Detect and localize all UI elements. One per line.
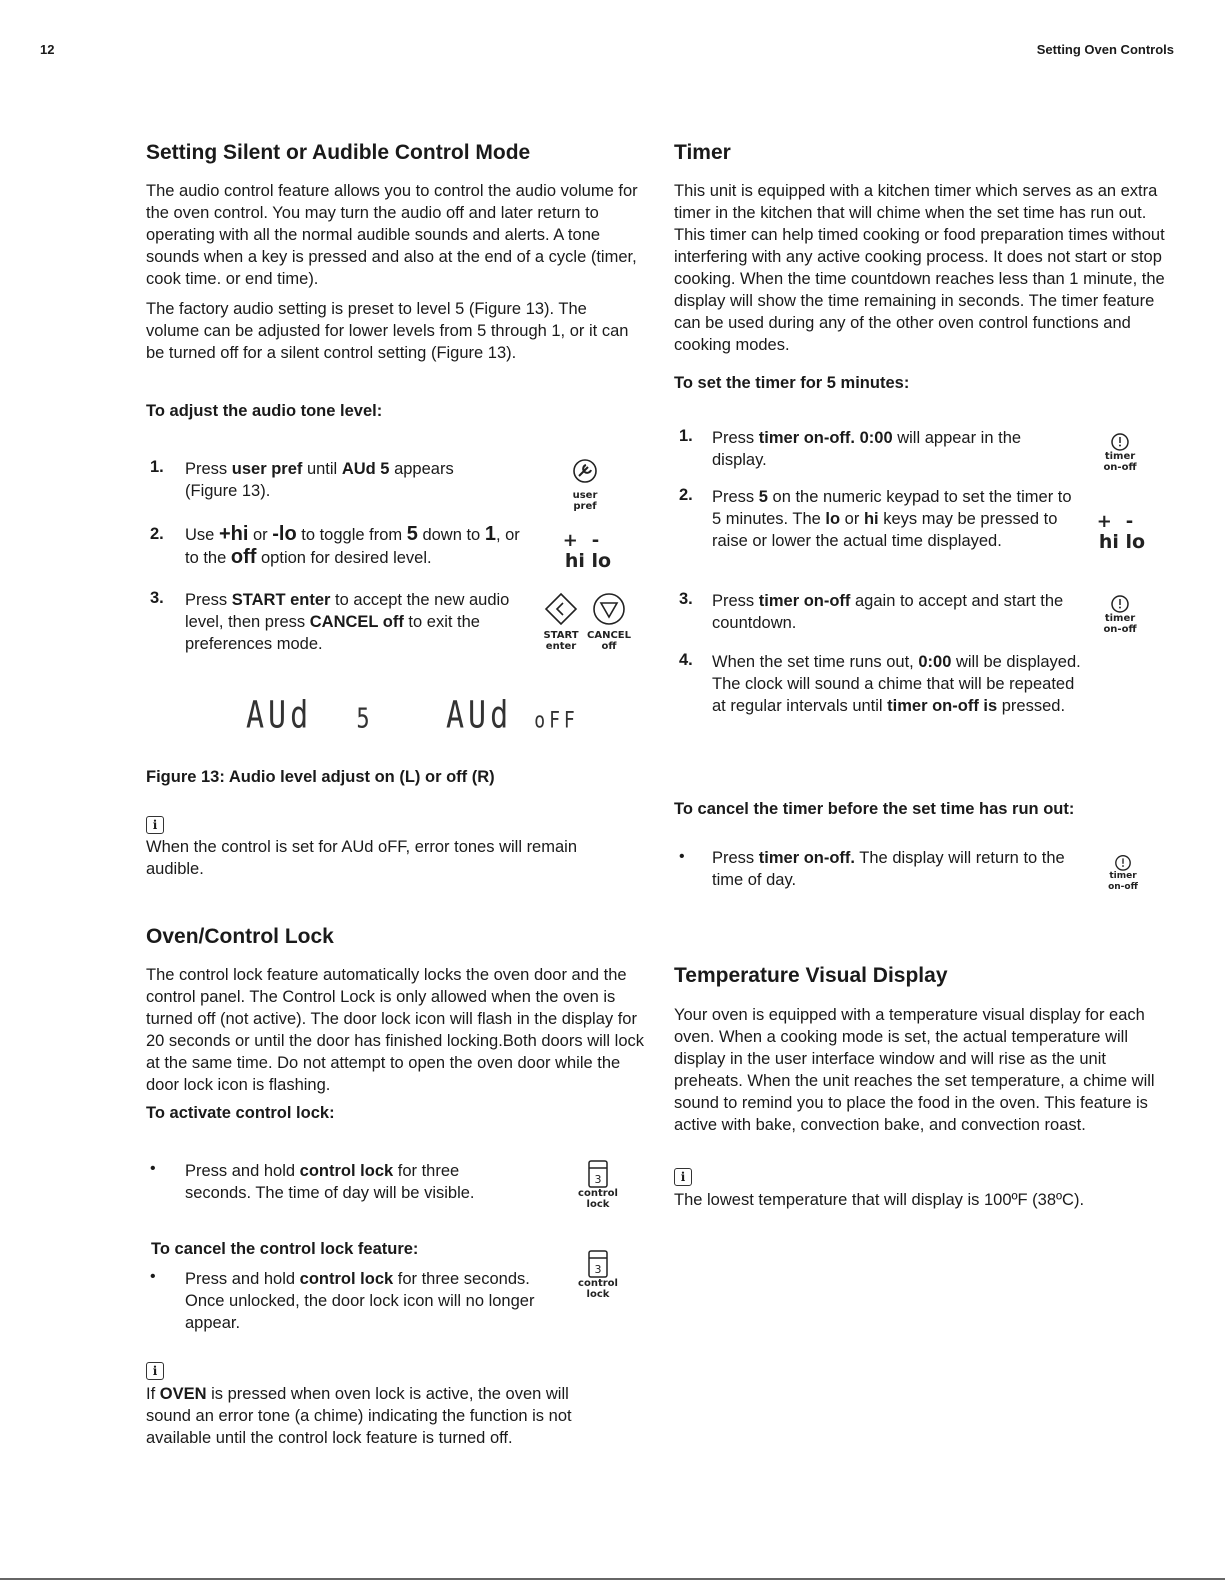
bullet: • (150, 1268, 156, 1285)
info-icon: i (146, 1362, 164, 1380)
svg-text:3: 3 (594, 1263, 602, 1276)
info-icon: i (146, 816, 164, 834)
minus-icon: - (591, 530, 614, 551)
clock-icon (1114, 853, 1132, 871)
lock-icon (585, 1160, 611, 1188)
bullet: • (150, 1160, 156, 1177)
timer-step-4: When the set time runs out, 0:00 will be displayed. The clock will sound a chime that will be repeated at regular intervals until timer on-off is pressed. (712, 653, 1081, 715)
audio-para-2: The factory audio setting is preset to level 5 (Figure 13). The volume can be adjusted for lower levels from 5 through 1, or it can be turned off for a silent control setting (Figure 13). (146, 300, 629, 362)
temp-note: The lowest temperature that will display is 100ºF (38ºC). (674, 1191, 1085, 1209)
figure-13-caption: Figure 13: Audio level adjust on (L) or off (R) (146, 768, 495, 786)
timer-step-2: Press 5 on the numeric keypad to set the timer to 5 minutes. The lo or hi keys may be pressed to raise or lower the actual time displayed. (712, 488, 1072, 550)
bullet: • (679, 848, 685, 865)
timer-heading: Timer (674, 141, 731, 164)
display-audio-off: AUd oFF (446, 693, 579, 738)
timer-step-2-number: 2. (679, 486, 693, 504)
display-audio-on: AUd 5 (246, 693, 374, 738)
wrench-icon (569, 456, 601, 486)
control-lock-key-icon: 3 control lock (574, 1160, 622, 1210)
timer-key-icon: timer on-off (1097, 431, 1143, 473)
timer-step-3: Press timer on-off again to accept and start the countdown. (712, 592, 1064, 632)
audio-para-1: The audio control feature allows you to control the audio volume for the oven control. You may turn the audio off and later return to operating with all the normal audible sounds and alerts. A tone sounds when a key is pressed and also at the end of a cycle (timer, cook time. or end time). (146, 182, 638, 288)
audio-step-3-number: 3. (150, 589, 164, 607)
plus-icon: + (562, 530, 592, 551)
lock-icon (585, 1250, 611, 1278)
running-header: Setting Oven Controls (1036, 42, 1174, 57)
diamond-icon (544, 592, 578, 626)
timer-key-icon: timer on-off (1097, 593, 1143, 635)
cancel-lock-subheading: To cancel the control lock feature: (151, 1240, 419, 1258)
audio-step-3: Press START enter to accept the new audio level, then press CANCEL off to exit the preferences mode. (185, 591, 510, 653)
activate-lock-subheading: To activate control lock: (146, 1104, 335, 1122)
audio-step-1: Press user pref until AUd 5 appears (Figure 13). (185, 460, 454, 500)
lock-para: The control lock feature automatically locks the oven door and the control panel. The Control Lock is only allowed when the oven is turned off (not active). The door lock icon will flash in the display for 20 seconds or until the door has finished locking.Both doors will lock at the same time. Do not attempt to open the oven door while the door lock icon is flashing. (146, 966, 645, 1094)
cancel-timer-text: Press timer on-off. The display will return to the time of day. (712, 849, 1065, 889)
set-timer-subheading: To set the timer for 5 minutes: (674, 374, 910, 392)
clock-icon (1110, 593, 1130, 613)
lock-heading: Oven/Control Lock (146, 925, 334, 948)
plus-icon: + (1096, 511, 1126, 532)
timer-step-3-number: 3. (679, 590, 693, 608)
user-pref-key-icon: user pref (560, 456, 610, 512)
page-bottom-rule (0, 1578, 1225, 1580)
audio-step-1-number: 1. (150, 458, 164, 476)
lock-note: If OVEN is pressed when oven lock is active, the oven will sound an error tone (a chime) indicating the function is not available until the control lock feature is turned off. (146, 1385, 572, 1447)
audio-step-2: Use +hi or -lo to toggle from 5 down to 1, or to the off option for desired level. (185, 523, 520, 568)
hi-lo-keys-icon: +- hi lo (1096, 511, 1148, 553)
hi-lo-keys-icon: +- hi lo (562, 530, 614, 572)
timer-key-icon: timer on-off (1100, 853, 1146, 893)
minus-icon: - (1125, 511, 1148, 532)
start-enter-key-icon: START enter (537, 592, 585, 652)
audio-note: When the control is set for AUd oFF, error tones will remain audible. (146, 838, 577, 878)
cancel-circle-icon (592, 592, 626, 626)
cancel-timer-subheading: To cancel the timer before the set time has run out: (674, 800, 1075, 818)
page-number: 12 (40, 42, 55, 57)
info-icon: i (674, 1168, 692, 1186)
temp-para: Your oven is equipped with a temperature visual display for each oven. When a cooking mode is set, the actual temperature will display in the user interface window and will rise as the unit preheats. When the unit reaches the set temperature, a chime will sound to remind you to place the food in the oven. This feature is active with bake, convection bake, and convection roast. (674, 1006, 1155, 1134)
activate-lock-text: Press and hold control lock for three seconds. The time of day will be visible. (185, 1162, 475, 1202)
control-lock-key-icon: 3 control lock (574, 1250, 622, 1300)
temp-heading: Temperature Visual Display (674, 964, 948, 987)
cancel-lock-text: Press and hold control lock for three seconds. Once unlocked, the door lock icon will no longer appear. (185, 1270, 535, 1332)
timer-step-1: Press timer on-off. 0:00 will appear in the display. (712, 429, 1022, 469)
timer-step-4-number: 4. (679, 651, 693, 669)
clock-icon (1110, 431, 1130, 451)
svg-text:3: 3 (594, 1173, 602, 1186)
timer-para: This unit is equipped with a kitchen timer which serves as an extra timer in the kitchen that will chime when the set time has run out. This timer can help timed cooking or food preparation times without interfering with any active cooking process. It does not start or stop cooking. When the time countdown reaches less than 1 minute, the display will show the time remaining in seconds. The timer feature can be used during any of the other oven control functions and cooking modes. (674, 182, 1165, 354)
timer-step-1-number: 1. (679, 427, 693, 445)
audio-step-2-number: 2. (150, 525, 164, 543)
audio-subheading: To adjust the audio tone level: (146, 402, 383, 420)
cancel-off-key-icon: CANCEL off (584, 592, 634, 652)
audio-heading: Setting Silent or Audible Control Mode (146, 141, 531, 164)
